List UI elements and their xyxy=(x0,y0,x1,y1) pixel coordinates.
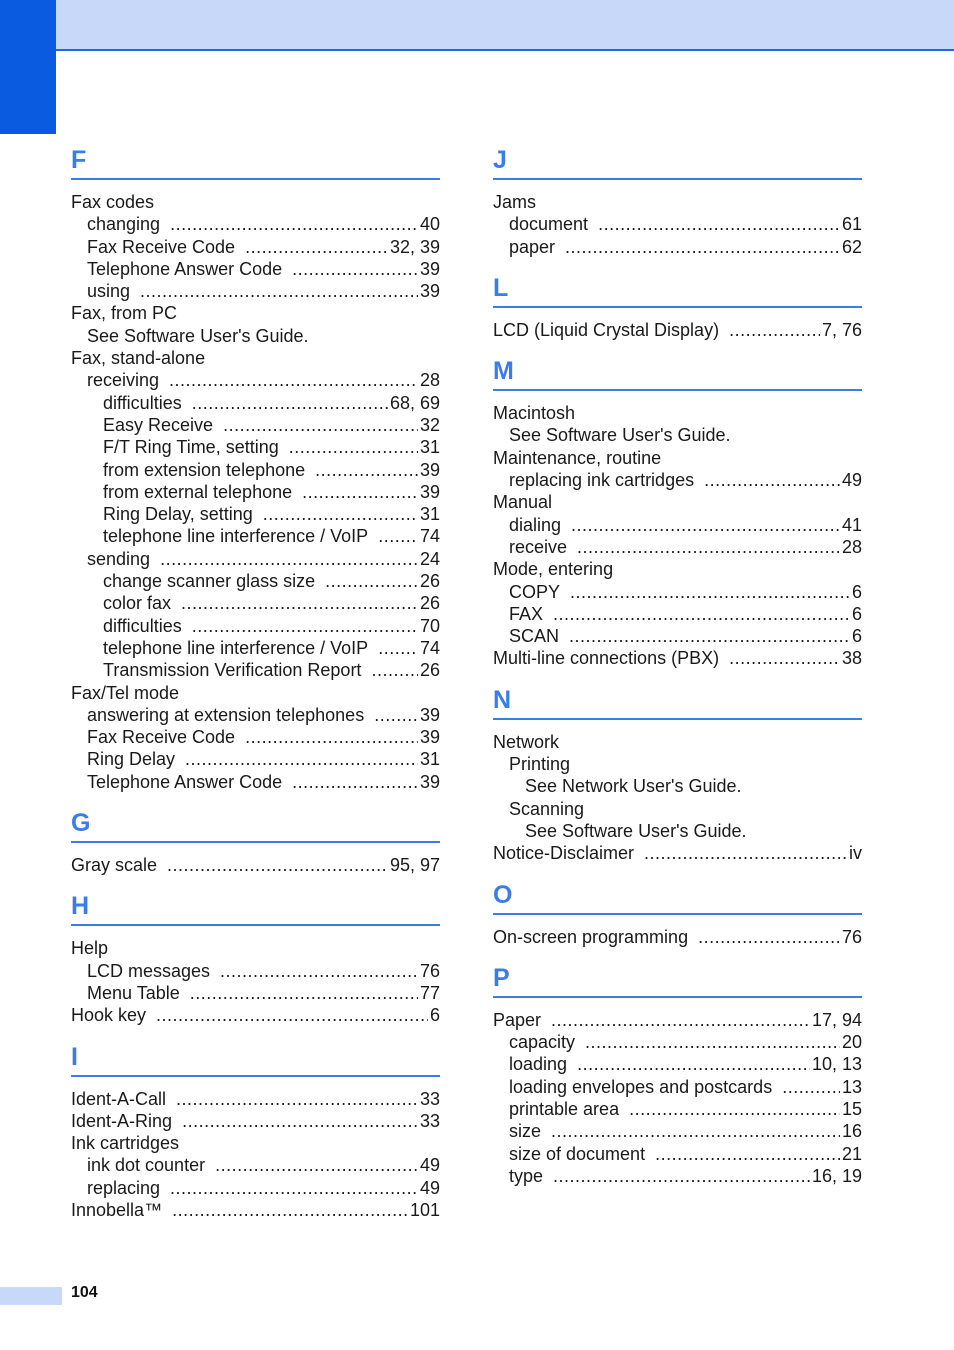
index-term: Hook key xyxy=(71,1005,147,1026)
index-entry xyxy=(71,414,440,436)
page-reference: 31 xyxy=(419,749,440,770)
dot-leader xyxy=(172,1199,408,1221)
dot-leader xyxy=(729,647,840,669)
dot-leader xyxy=(176,1088,418,1110)
index-term: document xyxy=(509,214,589,235)
index-term: Ring Delay xyxy=(87,749,176,770)
dot-leader xyxy=(185,748,418,770)
section-letter: H xyxy=(71,892,90,921)
index-entry xyxy=(71,726,440,748)
index-section-g xyxy=(71,793,440,876)
dot-leader xyxy=(655,1143,840,1165)
dot-leader xyxy=(644,842,847,864)
index-term: telephone line interference / VoIP xyxy=(103,526,369,547)
dot-leader xyxy=(223,414,418,436)
index-term: Ring Delay, setting xyxy=(103,504,253,525)
section-gap xyxy=(493,341,862,351)
index-term: Gray scale xyxy=(71,855,158,876)
index-entry xyxy=(71,191,440,213)
index-entry xyxy=(71,748,440,770)
index-term: Transmission Verification Report xyxy=(103,660,362,681)
index-entry xyxy=(71,213,440,235)
index-entry xyxy=(71,854,440,876)
page-reference: 26 xyxy=(419,660,440,681)
index-term: receiving xyxy=(87,370,160,391)
section-gap xyxy=(71,793,440,803)
index-entry xyxy=(493,820,862,842)
index-term: LCD (Liquid Crystal Display) xyxy=(493,319,720,340)
section-divider xyxy=(493,389,862,391)
dot-leader xyxy=(371,659,418,681)
index-entry xyxy=(493,603,862,625)
page-reference: 70 xyxy=(419,615,440,636)
index-term: changing xyxy=(87,214,161,235)
section-divider xyxy=(493,913,862,915)
index-column-right xyxy=(493,140,862,1187)
index-entry xyxy=(71,704,440,726)
dot-leader xyxy=(698,926,840,948)
index-term: Telephone Answer Code xyxy=(87,258,283,279)
page-reference: 21 xyxy=(841,1143,862,1164)
page-reference: 68, 69 xyxy=(389,392,440,413)
index-entry xyxy=(493,1098,862,1120)
dot-leader xyxy=(704,469,840,491)
page-reference: 20 xyxy=(841,1032,862,1053)
section-letter: N xyxy=(493,685,512,714)
dot-leader xyxy=(598,213,840,235)
chapter-tab xyxy=(0,0,56,134)
dot-leader xyxy=(585,1031,840,1053)
dot-leader xyxy=(551,1009,810,1031)
dot-leader xyxy=(302,481,418,503)
dot-leader xyxy=(577,1053,810,1075)
dot-leader xyxy=(156,1004,428,1026)
index-term: Telephone Answer Code xyxy=(87,771,283,792)
index-entry xyxy=(71,302,440,324)
index-entry xyxy=(71,570,440,592)
index-entry xyxy=(493,424,862,446)
index-term: Ink cartridges xyxy=(71,1133,180,1154)
index-entry xyxy=(71,280,440,302)
index-section-j xyxy=(493,140,862,258)
index-entry xyxy=(493,731,862,753)
page-reference: 76 xyxy=(841,926,862,947)
index-entry xyxy=(493,1076,862,1098)
index-entry xyxy=(493,1143,862,1165)
page-reference: 24 xyxy=(419,548,440,569)
index-entry xyxy=(71,771,440,793)
dot-leader xyxy=(729,319,820,341)
index-entry xyxy=(71,682,440,704)
page-reference: 28 xyxy=(841,536,862,557)
dot-leader xyxy=(140,280,418,302)
index-entry xyxy=(71,347,440,369)
page-reference: 10, 13 xyxy=(811,1054,862,1075)
dot-leader xyxy=(289,436,418,458)
index-term: loading xyxy=(509,1054,568,1075)
index-entry xyxy=(71,1132,440,1154)
index-entry xyxy=(493,926,862,948)
section-divider xyxy=(71,924,440,926)
section-gap xyxy=(493,948,862,958)
index-entry xyxy=(71,1088,440,1110)
index-term: dialing xyxy=(509,514,562,535)
dot-leader xyxy=(220,960,418,982)
index-entry xyxy=(71,982,440,1004)
section-gap xyxy=(493,258,862,268)
dot-leader xyxy=(292,258,418,280)
index-entry xyxy=(493,402,862,424)
index-entry xyxy=(71,1177,440,1199)
dot-leader xyxy=(292,771,418,793)
dot-leader xyxy=(374,704,418,726)
index-entry xyxy=(493,536,862,558)
index-term: from external telephone xyxy=(103,481,293,502)
dot-leader xyxy=(325,570,418,592)
index-term: color fax xyxy=(103,593,172,614)
index-term: Jams xyxy=(493,192,537,212)
page-reference: 40 xyxy=(419,214,440,235)
section-divider xyxy=(71,1075,440,1077)
page-reference: 16, 19 xyxy=(811,1165,862,1186)
index-entry xyxy=(71,236,440,258)
page-number-bar xyxy=(0,1287,62,1305)
section-letter: I xyxy=(71,1042,78,1071)
index-entry xyxy=(493,1120,862,1142)
page-reference: 33 xyxy=(419,1110,440,1131)
section-divider xyxy=(493,718,862,720)
index-entry xyxy=(71,615,440,637)
index-term: ink dot counter xyxy=(87,1155,206,1176)
section-gap xyxy=(71,876,440,886)
page-reference: 39 xyxy=(419,459,440,480)
index-term: Multi-line connections (PBX) xyxy=(493,648,720,669)
page-reference: 39 xyxy=(419,771,440,792)
index-entry xyxy=(493,213,862,235)
index-entry xyxy=(71,1004,440,1026)
page-reference: 95, 97 xyxy=(389,855,440,876)
index-section-o xyxy=(493,865,862,948)
index-entry xyxy=(493,798,862,820)
index-term: Fax, stand-alone xyxy=(71,348,206,369)
index-term: Fax/Tel mode xyxy=(71,682,180,703)
section-gap xyxy=(493,670,862,680)
dot-leader xyxy=(782,1076,840,1098)
index-term: Macintosh xyxy=(493,403,576,424)
index-term: Fax, from PC xyxy=(71,303,178,324)
index-entry xyxy=(493,1053,862,1075)
index-term: replacing ink cartridges xyxy=(509,470,695,491)
index-term: Paper xyxy=(493,1009,542,1030)
index-term: Printing xyxy=(509,754,571,775)
page-reference: 33 xyxy=(419,1088,440,1109)
index-entry xyxy=(71,1199,440,1221)
index-term: difficulties xyxy=(103,392,182,413)
index-term: Mode, entering xyxy=(493,559,614,580)
section-letter: P xyxy=(493,963,510,992)
section-divider xyxy=(71,841,440,843)
page-reference: 61 xyxy=(841,214,862,235)
index-entry xyxy=(71,937,440,959)
index-term: See Network User's Guide. xyxy=(525,776,742,797)
index-term: Help xyxy=(71,938,109,959)
index-term: loading envelopes and postcards xyxy=(509,1076,773,1097)
page-reference: 16 xyxy=(841,1121,862,1142)
page-reference: 101 xyxy=(409,1199,440,1220)
page-reference: 31 xyxy=(419,437,440,458)
index-term: type xyxy=(509,1165,544,1186)
index-term: Ident-A-Call xyxy=(71,1088,167,1109)
index-term: size xyxy=(509,1121,542,1142)
section-gap xyxy=(71,1027,440,1037)
index-term: receive xyxy=(509,536,568,557)
section-letter: G xyxy=(71,809,91,838)
page-reference: 6 xyxy=(851,626,862,647)
page-reference: 28 xyxy=(419,370,440,391)
page-number: 104 xyxy=(71,1284,98,1301)
page-reference: 49 xyxy=(419,1177,440,1198)
page-reference: 76 xyxy=(419,960,440,981)
section-letter: M xyxy=(493,357,514,386)
page-reference: 74 xyxy=(419,637,440,658)
index-term: Maintenance, routine xyxy=(493,447,662,468)
section-gap xyxy=(493,865,862,875)
page-reference: 39 xyxy=(419,727,440,748)
section-letter: F xyxy=(71,146,87,174)
index-entry xyxy=(71,1110,440,1132)
page-reference: 6 xyxy=(851,581,862,602)
index-section-n xyxy=(493,670,862,865)
index-entry xyxy=(71,1154,440,1176)
page-reference: 26 xyxy=(419,571,440,592)
index-entry xyxy=(493,581,862,603)
section-divider xyxy=(493,306,862,308)
dot-leader xyxy=(192,392,388,414)
page-reference: 62 xyxy=(841,236,862,257)
index-term: See Software User's Guide. xyxy=(525,820,747,841)
index-entry xyxy=(493,647,862,669)
index-term: SCAN xyxy=(509,626,560,647)
index-term: Fax Receive Code xyxy=(87,727,236,748)
section-divider xyxy=(71,178,440,180)
index-entry xyxy=(493,558,862,580)
index-entry xyxy=(71,459,440,481)
index-entry xyxy=(71,637,440,659)
section-letter: J xyxy=(493,146,507,174)
index-entry xyxy=(493,753,862,775)
dot-leader xyxy=(169,369,418,391)
page-reference: 17, 94 xyxy=(811,1009,862,1030)
index-term: FAX xyxy=(509,603,544,624)
index-entry xyxy=(71,592,440,614)
header-band xyxy=(0,0,954,51)
section-letter: O xyxy=(493,880,513,909)
dot-leader xyxy=(570,581,850,603)
index-column-left xyxy=(71,140,440,1221)
index-section-h xyxy=(71,876,440,1026)
index-term: Network xyxy=(493,731,560,752)
index-term: See Software User's Guide. xyxy=(87,325,309,346)
index-term: printable area xyxy=(509,1099,620,1120)
dot-leader xyxy=(170,1177,418,1199)
page-reference: 39 xyxy=(419,281,440,302)
index-section-l xyxy=(493,258,862,341)
page-reference: 13 xyxy=(841,1076,862,1097)
page-reference: 77 xyxy=(419,982,440,1003)
dot-leader xyxy=(553,603,850,625)
index-term: difficulties xyxy=(103,615,182,636)
index-term: Manual xyxy=(493,492,553,513)
index-term: using xyxy=(87,281,131,302)
index-term: telephone line interference / VoIP xyxy=(103,637,369,658)
index-term: F/T Ring Time, setting xyxy=(103,437,279,458)
dot-leader xyxy=(245,726,418,748)
index-entry xyxy=(71,258,440,280)
page-reference: 32 xyxy=(419,414,440,435)
index-term: size of document xyxy=(509,1143,646,1164)
index-section-f xyxy=(71,140,440,793)
dot-leader xyxy=(378,525,418,547)
index-term: Notice-Disclaimer xyxy=(493,843,635,864)
index-section-i xyxy=(71,1027,440,1222)
index-term: paper xyxy=(509,236,556,257)
index-entry xyxy=(493,775,862,797)
section-divider xyxy=(493,996,862,998)
dot-leader xyxy=(167,854,388,876)
dot-leader xyxy=(565,236,840,258)
index-term: replacing xyxy=(87,1177,161,1198)
page-reference: 49 xyxy=(419,1155,440,1176)
dot-leader xyxy=(181,592,418,614)
index-term: Ident-A-Ring xyxy=(71,1110,173,1131)
page-reference: 39 xyxy=(419,704,440,725)
index-entry xyxy=(71,481,440,503)
page-reference: 26 xyxy=(419,593,440,614)
page-reference: 31 xyxy=(419,504,440,525)
dot-leader xyxy=(551,1120,840,1142)
index-entry xyxy=(493,842,862,864)
dot-leader xyxy=(160,548,418,570)
index-term: from extension telephone xyxy=(103,459,306,480)
index-term: See Software User's Guide. xyxy=(509,425,731,446)
page-reference: 41 xyxy=(841,514,862,535)
dot-leader xyxy=(192,615,418,637)
page-reference: 39 xyxy=(419,481,440,502)
index-entry xyxy=(493,491,862,513)
index-term: Menu Table xyxy=(87,982,180,1003)
page-reference: 6 xyxy=(429,1005,440,1026)
dot-leader xyxy=(263,503,418,525)
dot-leader xyxy=(182,1110,418,1132)
index-term: On-screen programming xyxy=(493,926,689,947)
index-entry xyxy=(493,1009,862,1031)
index-term: COPY xyxy=(509,581,561,602)
index-entry xyxy=(493,447,862,469)
index-term: Fax codes xyxy=(71,192,155,212)
dot-leader xyxy=(170,213,418,235)
index-entry xyxy=(493,1031,862,1053)
index-entry xyxy=(71,659,440,681)
index-section-m xyxy=(493,341,862,670)
index-section-p xyxy=(493,948,862,1187)
index-entry xyxy=(71,325,440,347)
page-reference: iv xyxy=(849,843,862,864)
index-entry xyxy=(493,469,862,491)
dot-leader xyxy=(629,1098,840,1120)
page-reference: 7, 76 xyxy=(821,319,862,340)
index-entry xyxy=(493,236,862,258)
index-entry xyxy=(493,319,862,341)
index-term: answering at extension telephones xyxy=(87,704,365,725)
index-entry xyxy=(493,514,862,536)
dot-leader xyxy=(569,625,850,647)
index-entry xyxy=(493,1165,862,1187)
page-reference: 39 xyxy=(419,258,440,279)
index-term: sending xyxy=(87,548,151,569)
dot-leader xyxy=(577,536,840,558)
index-term: change scanner glass size xyxy=(103,571,316,592)
page-reference: 38 xyxy=(841,648,862,669)
index-entry xyxy=(493,191,862,213)
dot-leader xyxy=(553,1165,810,1187)
index-entry xyxy=(71,525,440,547)
dot-leader xyxy=(245,236,388,258)
index-term: LCD messages xyxy=(87,960,211,981)
index-entry xyxy=(71,369,440,391)
index-term: Scanning xyxy=(509,798,585,819)
index-entry xyxy=(71,548,440,570)
index-term: Fax Receive Code xyxy=(87,236,236,257)
page-reference: 32, 39 xyxy=(389,236,440,257)
index-entry xyxy=(71,392,440,414)
index-entry xyxy=(71,960,440,982)
index-entry xyxy=(493,625,862,647)
section-divider xyxy=(493,178,862,180)
index-term: capacity xyxy=(509,1032,576,1053)
dot-leader xyxy=(571,514,840,536)
dot-leader xyxy=(378,637,418,659)
page-reference: 49 xyxy=(841,470,862,491)
page-reference: 15 xyxy=(841,1099,862,1120)
section-letter: L xyxy=(493,273,509,302)
index-term: Easy Receive xyxy=(103,414,214,435)
index-entry xyxy=(71,436,440,458)
index-entry xyxy=(71,503,440,525)
dot-leader xyxy=(315,459,418,481)
dot-leader xyxy=(190,982,418,1004)
dot-leader xyxy=(215,1154,418,1176)
index-term: Innobella™ xyxy=(71,1199,163,1220)
page-reference: 74 xyxy=(419,526,440,547)
page-reference: 6 xyxy=(851,603,862,624)
